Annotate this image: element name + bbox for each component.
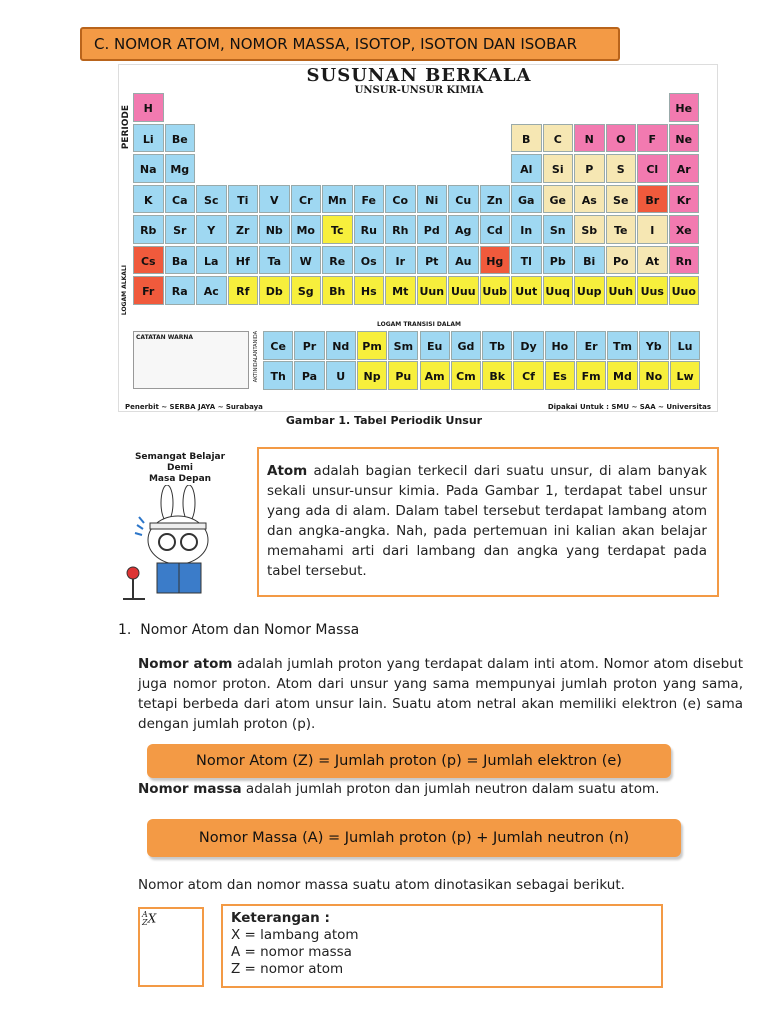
element-cell: Ca	[165, 185, 196, 214]
section-heading-text: Nomor Atom dan Nomor Massa	[140, 622, 360, 638]
element-cell: No	[639, 361, 669, 390]
nomor-atom-paragraph	[138, 654, 743, 734]
element-cell: Mn	[322, 185, 353, 214]
element-cell: Ar	[669, 154, 700, 183]
element-cell: Ne	[669, 124, 700, 153]
section-title: C. NOMOR ATOM, NOMOR MASSA, ISOTOP, ISOTON DAN ISOBAR	[80, 27, 620, 61]
element-cell: Bk	[482, 361, 512, 390]
element-cell: Ru	[354, 215, 385, 244]
keterangan-item: A = nomor massa	[231, 944, 352, 960]
element-cell: Bh	[322, 276, 353, 305]
element-cell: Xe	[669, 215, 700, 244]
element-cell: Pr	[294, 331, 324, 360]
element-cell: Pa	[294, 361, 324, 390]
periodic-table-title: SUSUNAN BERKALA	[306, 65, 532, 86]
section-number: 1.	[118, 622, 132, 638]
element-cell: Uub	[480, 276, 511, 305]
publisher-text: Penerbit ~ SERBA JAYA ~ Surabaya	[125, 403, 263, 411]
element-cell: Ag	[448, 215, 479, 244]
lantanida-label: LANTANIDA	[253, 331, 259, 360]
mascot-line-1: Semangat Belajar	[134, 452, 226, 462]
element-cell: Ce	[263, 331, 293, 360]
element-cell: Rh	[385, 215, 416, 244]
element-cell: Sc	[196, 185, 227, 214]
element-cell: Am	[420, 361, 450, 390]
element-cell: Tb	[482, 331, 512, 360]
element-cell: Pb	[543, 246, 574, 275]
element-cell: Fe	[354, 185, 385, 214]
element-cell: Nb	[259, 215, 290, 244]
element-cell: Co	[385, 185, 416, 214]
element-cell: Ni	[417, 185, 448, 214]
element-cell: C	[543, 124, 574, 153]
element-cell: Li	[133, 124, 164, 153]
element-cell: Mt	[385, 276, 416, 305]
element-cell: Lw	[670, 361, 700, 390]
element-cell: Cd	[480, 215, 511, 244]
element-cell: Pu	[388, 361, 418, 390]
audience-text: Dipakai Untuk : SMU ~ SAA ~ Universitas	[547, 403, 711, 411]
element-cell: Cm	[451, 361, 481, 390]
element-cell: Er	[576, 331, 606, 360]
element-cell: Ge	[543, 185, 574, 214]
element-cell: Cr	[291, 185, 322, 214]
element-cell: Po	[606, 246, 637, 275]
element-cell: Os	[354, 246, 385, 275]
element-cell: Y	[196, 215, 227, 244]
element-cell: Mo	[291, 215, 322, 244]
element-cell: Dy	[513, 331, 543, 360]
element-cell: At	[637, 246, 668, 275]
color-legend	[133, 331, 249, 389]
element-cell: Uun	[417, 276, 448, 305]
element-cell: Uut	[511, 276, 542, 305]
rabbit-reading-icon	[115, 485, 245, 605]
nomor-massa-paragraph	[138, 781, 659, 797]
element-cell: K	[133, 185, 164, 214]
element-cell: Bi	[574, 246, 605, 275]
element-cell: U	[326, 361, 356, 390]
mascot-line-2: Demi	[166, 463, 194, 473]
element-cell: Cl	[637, 154, 668, 183]
element-cell: Tm	[607, 331, 637, 360]
element-cell: Hs	[354, 276, 385, 305]
element-cell: Hg	[480, 246, 511, 275]
element-cell: Uuu	[448, 276, 479, 305]
section-heading	[118, 622, 359, 638]
element-cell: O	[606, 124, 637, 153]
element-cell: Md	[607, 361, 637, 390]
element-cell: Ir	[385, 246, 416, 275]
element-cell: Th	[263, 361, 293, 390]
element-cell: Ta	[259, 246, 290, 275]
element-cell: F	[637, 124, 668, 153]
element-cell: Uus	[637, 276, 668, 305]
element-cell: Al	[511, 154, 542, 183]
element-cell: Db	[259, 276, 290, 305]
element-cell: Au	[448, 246, 479, 275]
element-cell: Kr	[669, 185, 700, 214]
legend-title: CATATAN WARNA	[136, 334, 194, 341]
element-cell: Ba	[165, 246, 196, 275]
element-cell: Sr	[165, 215, 196, 244]
element-cell: H	[133, 93, 164, 122]
element-cell: Sn	[543, 215, 574, 244]
nomor-atom-definition: adalah jumlah proton yang terdapat dalam inti atom. Nomor atom disebut juga nomor proton. Atom dari unsur yang sama mempunyai jumlah proton yang sama, tetapi berbeda dari atom unsur lain. Suatu atom netral akan memiliki elektron (e) sama dengan jumlah proton (p).	[138, 656, 743, 732]
element-cell: Uuh	[606, 276, 637, 305]
element-cell: Tc	[322, 215, 353, 244]
element-cell: Cf	[513, 361, 543, 390]
element-cell: Nd	[326, 331, 356, 360]
element-cell: Lu	[670, 331, 700, 360]
element-cell: Re	[322, 246, 353, 275]
element-cell: Sg	[291, 276, 322, 305]
element-cell: V	[259, 185, 290, 214]
element-cell: P	[574, 154, 605, 183]
formula-nomor-massa: Nomor Massa (A) = Jumlah proton (p) + Jumlah neutron (n)	[147, 819, 681, 857]
element-cell: W	[291, 246, 322, 275]
periodic-table-image	[118, 64, 718, 412]
element-cell: N	[574, 124, 605, 153]
notation-mass-number: A	[142, 910, 148, 919]
atom-definition: adalah bagian terkecil dari suatu unsur, di alam banyak sekali unsur-unsur kimia. Pada Gambar 1, terdapat tabel unsur yang ada di alam. Dalam tabel tersebut terdapat lambang atom dan angka-angka. Nah, pada pertemuan ini kalian akan belajar memahami arti dari lambang dan angka yang terdapat pada tabel tersebut.	[267, 463, 707, 579]
nomor-massa-term: Nomor massa	[138, 781, 242, 797]
element-cell: Ti	[228, 185, 259, 214]
element-cell: Uup	[574, 276, 605, 305]
element-cell: Ga	[511, 185, 542, 214]
keterangan-item: X = lambang atom	[231, 927, 359, 943]
keterangan-title: Keterangan :	[231, 910, 330, 926]
element-cell: La	[196, 246, 227, 275]
periodic-table-subtitle: UNSUR-UNSUR KIMIA	[354, 85, 484, 96]
element-cell: Eu	[420, 331, 450, 360]
element-cell: Cu	[448, 185, 479, 214]
element-cell: Gd	[451, 331, 481, 360]
element-cell: Rb	[133, 215, 164, 244]
element-cell: Be	[165, 124, 196, 153]
element-cell: Te	[606, 215, 637, 244]
atom-notation-box	[138, 907, 204, 987]
element-cell: Br	[637, 185, 668, 214]
element-cell: Pm	[357, 331, 387, 360]
atom-definition-box	[257, 447, 719, 597]
element-cell: Se	[606, 185, 637, 214]
aktinida-label: AKTINIDA	[253, 359, 259, 383]
element-cell: B	[511, 124, 542, 153]
transisi-label: LOGAM TRANSISI DALAM	[377, 321, 461, 328]
keterangan-item: Z = nomor atom	[231, 961, 344, 977]
logam-alkali-label: LOGAM ALKALI	[121, 265, 128, 316]
keterangan-box	[221, 904, 663, 988]
mascot-illustration	[115, 446, 245, 606]
periode-label: PERIODE	[121, 105, 131, 150]
element-cell: Cs	[133, 246, 164, 275]
element-cell: Ho	[545, 331, 575, 360]
element-cell: Na	[133, 154, 164, 183]
element-cell: Rf	[228, 276, 259, 305]
element-cell: Hf	[228, 246, 259, 275]
element-cell: In	[511, 215, 542, 244]
element-cell: Ac	[196, 276, 227, 305]
element-cell: S	[606, 154, 637, 183]
element-cell: Rn	[669, 246, 700, 275]
nomor-atom-term: Nomor atom	[138, 656, 233, 672]
notation-atomic-number: Z	[142, 918, 148, 927]
element-cell: He	[669, 93, 700, 122]
element-cell: Tl	[511, 246, 542, 275]
element-cell: Sb	[574, 215, 605, 244]
element-cell: Zr	[228, 215, 259, 244]
element-cell: Pt	[417, 246, 448, 275]
notation-symbol: X	[147, 911, 157, 926]
element-cell: I	[637, 215, 668, 244]
element-cell: As	[574, 185, 605, 214]
element-cell: Pd	[417, 215, 448, 244]
element-cell: Es	[545, 361, 575, 390]
element-cell: Sm	[388, 331, 418, 360]
element-cell: Fr	[133, 276, 164, 305]
element-cell: Np	[357, 361, 387, 390]
nomor-massa-definition: adalah jumlah proton dan jumlah neutron dalam suatu atom.	[241, 781, 660, 797]
element-cell: Uuo	[669, 276, 700, 305]
element-cell: Si	[543, 154, 574, 183]
element-cell: Zn	[480, 185, 511, 214]
element-cell: Uuq	[543, 276, 574, 305]
element-cell: Fm	[576, 361, 606, 390]
element-cell: Ra	[165, 276, 196, 305]
atom-term: Atom	[267, 463, 308, 479]
figure-caption: Gambar 1. Tabel Periodik Unsur	[285, 414, 483, 427]
element-cell: Yb	[639, 331, 669, 360]
formula-nomor-atom: Nomor Atom (Z) = Jumlah proton (p) = Jumlah elektron (e)	[147, 744, 671, 778]
mascot-line-3: Masa Depan	[148, 474, 212, 484]
element-cell: Mg	[165, 154, 196, 183]
notation-intro: Nomor atom dan nomor massa suatu atom dinotasikan sebagai berikut.	[138, 877, 625, 893]
